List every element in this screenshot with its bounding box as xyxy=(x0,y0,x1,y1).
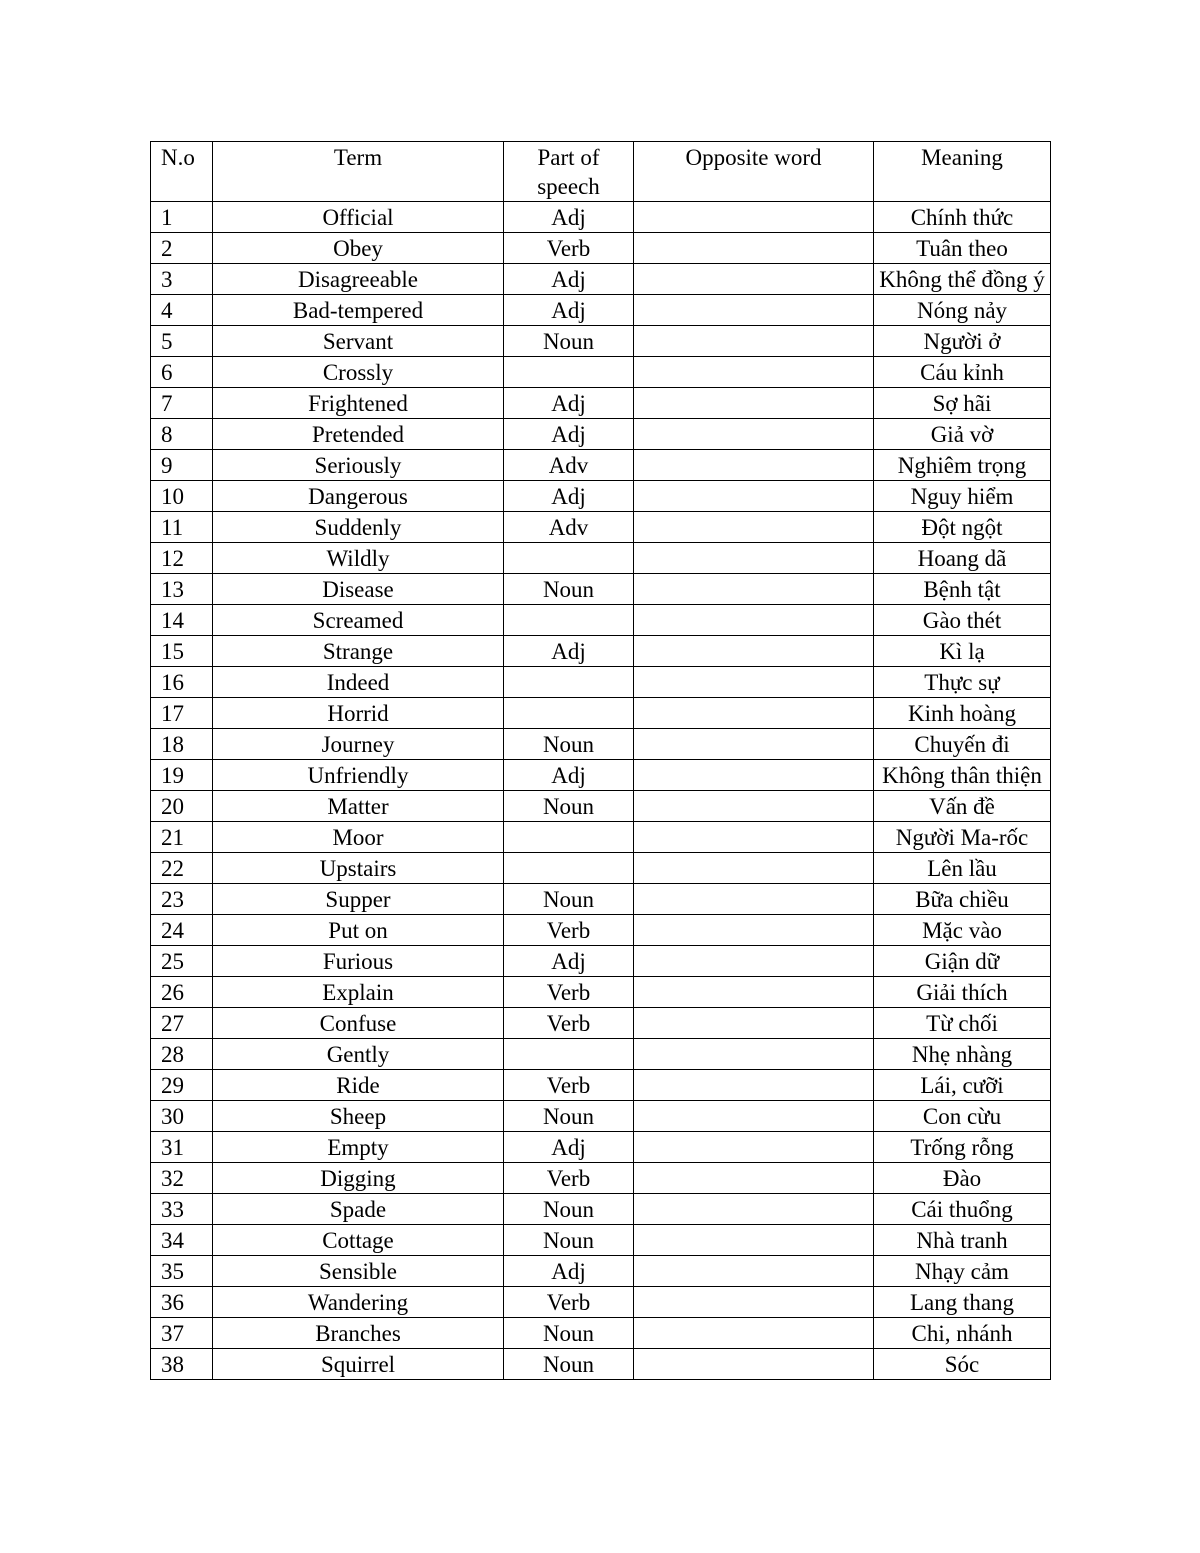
opposite-word-cell xyxy=(634,233,874,264)
term-cell: Sensible xyxy=(213,1256,504,1287)
table-row xyxy=(151,1163,1051,1194)
row-number: 38 xyxy=(151,1349,213,1380)
term-cell: Squirrel xyxy=(213,1349,504,1380)
row-number: 6 xyxy=(151,357,213,388)
table-row xyxy=(151,698,1051,729)
table-row xyxy=(151,1194,1051,1225)
row-number: 18 xyxy=(151,729,213,760)
part-of-speech-cell: Adj xyxy=(504,264,634,295)
row-number: 16 xyxy=(151,667,213,698)
meaning-cell: Giận dữ xyxy=(874,946,1051,977)
part-of-speech-cell xyxy=(504,605,634,636)
table-row xyxy=(151,1256,1051,1287)
term-cell: Ride xyxy=(213,1070,504,1101)
meaning-cell: Nghiêm trọng xyxy=(874,450,1051,481)
opposite-word-cell xyxy=(634,946,874,977)
table-row xyxy=(151,295,1051,326)
table-row xyxy=(151,326,1051,357)
part-of-speech-cell: Adj xyxy=(504,419,634,450)
table-row xyxy=(151,202,1051,233)
opposite-word-cell xyxy=(634,1194,874,1225)
row-number: 33 xyxy=(151,1194,213,1225)
meaning-cell: Chi, nhánh xyxy=(874,1318,1051,1349)
opposite-word-cell xyxy=(634,1101,874,1132)
part-of-speech-cell: Verb xyxy=(504,1008,634,1039)
meaning-cell: Lái, cưỡi xyxy=(874,1070,1051,1101)
opposite-word-cell xyxy=(634,791,874,822)
term-cell: Horrid xyxy=(213,698,504,729)
table-row xyxy=(151,512,1051,543)
part-of-speech-cell: Verb xyxy=(504,1163,634,1194)
opposite-word-cell xyxy=(634,636,874,667)
opposite-word-cell xyxy=(634,574,874,605)
term-cell: Wandering xyxy=(213,1287,504,1318)
term-cell: Servant xyxy=(213,326,504,357)
table-row xyxy=(151,388,1051,419)
row-number: 27 xyxy=(151,1008,213,1039)
row-number: 20 xyxy=(151,791,213,822)
term-cell: Dangerous xyxy=(213,481,504,512)
row-number: 26 xyxy=(151,977,213,1008)
row-number: 34 xyxy=(151,1225,213,1256)
meaning-cell: Chuyến đi xyxy=(874,729,1051,760)
meaning-cell: Bữa chiều xyxy=(874,884,1051,915)
meaning-cell: Giải thích xyxy=(874,977,1051,1008)
row-number: 4 xyxy=(151,295,213,326)
meaning-cell: Bệnh tật xyxy=(874,574,1051,605)
table-row xyxy=(151,357,1051,388)
meaning-cell: Sóc xyxy=(874,1349,1051,1380)
term-cell: Sheep xyxy=(213,1101,504,1132)
table-row xyxy=(151,915,1051,946)
part-of-speech-cell: Noun xyxy=(504,1349,634,1380)
row-number: 13 xyxy=(151,574,213,605)
meaning-cell: Nóng nảy xyxy=(874,295,1051,326)
opposite-word-cell xyxy=(634,326,874,357)
opposite-word-cell xyxy=(634,481,874,512)
opposite-word-cell xyxy=(634,295,874,326)
meaning-cell: Nhà tranh xyxy=(874,1225,1051,1256)
term-cell: Official xyxy=(213,202,504,233)
header-number: N.o xyxy=(151,142,213,202)
row-number: 17 xyxy=(151,698,213,729)
term-cell: Screamed xyxy=(213,605,504,636)
row-number: 19 xyxy=(151,760,213,791)
row-number: 31 xyxy=(151,1132,213,1163)
table-row xyxy=(151,605,1051,636)
row-number: 11 xyxy=(151,512,213,543)
term-cell: Spade xyxy=(213,1194,504,1225)
row-number: 15 xyxy=(151,636,213,667)
table-row xyxy=(151,1132,1051,1163)
row-number: 2 xyxy=(151,233,213,264)
term-cell: Empty xyxy=(213,1132,504,1163)
part-of-speech-cell: Adv xyxy=(504,512,634,543)
table-row xyxy=(151,791,1051,822)
term-cell: Furious xyxy=(213,946,504,977)
term-cell: Obey xyxy=(213,233,504,264)
table-row xyxy=(151,543,1051,574)
table-row xyxy=(151,419,1051,450)
part-of-speech-cell: Verb xyxy=(504,977,634,1008)
row-number: 28 xyxy=(151,1039,213,1070)
part-of-speech-cell: Verb xyxy=(504,1287,634,1318)
term-cell: Suddenly xyxy=(213,512,504,543)
header-term: Term xyxy=(213,142,504,202)
opposite-word-cell xyxy=(634,698,874,729)
vocabulary-table xyxy=(150,141,1051,1380)
row-number: 14 xyxy=(151,605,213,636)
table-row xyxy=(151,822,1051,853)
table-row xyxy=(151,760,1051,791)
meaning-cell: Hoang dã xyxy=(874,543,1051,574)
term-cell: Bad-tempered xyxy=(213,295,504,326)
part-of-speech-cell: Noun xyxy=(504,791,634,822)
table-row xyxy=(151,1039,1051,1070)
table-row xyxy=(151,636,1051,667)
opposite-word-cell xyxy=(634,1132,874,1163)
meaning-cell: Nguy hiểm xyxy=(874,481,1051,512)
part-of-speech-cell xyxy=(504,667,634,698)
term-cell: Gently xyxy=(213,1039,504,1070)
row-number: 3 xyxy=(151,264,213,295)
row-number: 22 xyxy=(151,853,213,884)
term-cell: Branches xyxy=(213,1318,504,1349)
part-of-speech-cell: Adj xyxy=(504,1256,634,1287)
meaning-cell: Trống rỗng xyxy=(874,1132,1051,1163)
row-number: 25 xyxy=(151,946,213,977)
term-cell: Pretended xyxy=(213,419,504,450)
opposite-word-cell xyxy=(634,1318,874,1349)
opposite-word-cell xyxy=(634,1070,874,1101)
opposite-word-cell xyxy=(634,729,874,760)
row-number: 7 xyxy=(151,388,213,419)
meaning-cell: Nhẹ nhàng xyxy=(874,1039,1051,1070)
part-of-speech-cell: Verb xyxy=(504,233,634,264)
part-of-speech-cell: Adj xyxy=(504,388,634,419)
row-number: 36 xyxy=(151,1287,213,1318)
meaning-cell: Mặc vào xyxy=(874,915,1051,946)
row-number: 21 xyxy=(151,822,213,853)
part-of-speech-cell: Noun xyxy=(504,729,634,760)
row-number: 10 xyxy=(151,481,213,512)
table-row xyxy=(151,1225,1051,1256)
term-cell: Supper xyxy=(213,884,504,915)
opposite-word-cell xyxy=(634,357,874,388)
opposite-word-cell xyxy=(634,977,874,1008)
table-row xyxy=(151,1101,1051,1132)
part-of-speech-cell: Noun xyxy=(504,884,634,915)
term-cell: Disease xyxy=(213,574,504,605)
opposite-word-cell xyxy=(634,1225,874,1256)
term-cell: Cottage xyxy=(213,1225,504,1256)
meaning-cell: Cáu kỉnh xyxy=(874,357,1051,388)
row-number: 12 xyxy=(151,543,213,574)
header-meaning: Meaning xyxy=(874,142,1051,202)
part-of-speech-cell: Noun xyxy=(504,326,634,357)
term-cell: Digging xyxy=(213,1163,504,1194)
table-row xyxy=(151,1318,1051,1349)
table-row xyxy=(151,233,1051,264)
table-row xyxy=(151,977,1051,1008)
meaning-cell: Vấn đề xyxy=(874,791,1051,822)
term-cell: Moor xyxy=(213,822,504,853)
part-of-speech-cell: Adj xyxy=(504,481,634,512)
term-cell: Indeed xyxy=(213,667,504,698)
table-row xyxy=(151,1287,1051,1318)
meaning-cell: Chính thức xyxy=(874,202,1051,233)
term-cell: Frightened xyxy=(213,388,504,419)
table-row xyxy=(151,884,1051,915)
opposite-word-cell xyxy=(634,760,874,791)
meaning-cell: Gào thét xyxy=(874,605,1051,636)
row-number: 35 xyxy=(151,1256,213,1287)
meaning-cell: Giả vờ xyxy=(874,419,1051,450)
opposite-word-cell xyxy=(634,450,874,481)
part-of-speech-cell: Noun xyxy=(504,574,634,605)
term-cell: Journey xyxy=(213,729,504,760)
opposite-word-cell xyxy=(634,1287,874,1318)
opposite-word-cell xyxy=(634,915,874,946)
part-of-speech-cell: Noun xyxy=(504,1318,634,1349)
row-number: 5 xyxy=(151,326,213,357)
meaning-cell: Không thể đồng ý xyxy=(874,264,1051,295)
term-cell: Put on xyxy=(213,915,504,946)
part-of-speech-cell xyxy=(504,1039,634,1070)
row-number: 9 xyxy=(151,450,213,481)
meaning-cell: Đào xyxy=(874,1163,1051,1194)
opposite-word-cell xyxy=(634,667,874,698)
table-row xyxy=(151,946,1051,977)
opposite-word-cell xyxy=(634,1008,874,1039)
row-number: 24 xyxy=(151,915,213,946)
header-part-of-speech: Part of speech xyxy=(504,142,634,202)
part-of-speech-cell: Noun xyxy=(504,1101,634,1132)
part-of-speech-cell: Adj xyxy=(504,202,634,233)
meaning-cell: Lang thang xyxy=(874,1287,1051,1318)
meaning-cell: Kì lạ xyxy=(874,636,1051,667)
part-of-speech-cell: Verb xyxy=(504,1070,634,1101)
part-of-speech-cell xyxy=(504,357,634,388)
row-number: 32 xyxy=(151,1163,213,1194)
table-row xyxy=(151,853,1051,884)
row-number: 1 xyxy=(151,202,213,233)
meaning-cell: Người ở xyxy=(874,326,1051,357)
part-of-speech-cell: Adj xyxy=(504,946,634,977)
meaning-cell: Nhạy cảm xyxy=(874,1256,1051,1287)
opposite-word-cell xyxy=(634,853,874,884)
table-row xyxy=(151,1070,1051,1101)
part-of-speech-cell: Adj xyxy=(504,636,634,667)
opposite-word-cell xyxy=(634,264,874,295)
part-of-speech-cell: Noun xyxy=(504,1225,634,1256)
meaning-cell: Đột ngột xyxy=(874,512,1051,543)
opposite-word-cell xyxy=(634,884,874,915)
part-of-speech-cell: Verb xyxy=(504,915,634,946)
term-cell: Unfriendly xyxy=(213,760,504,791)
part-of-speech-cell xyxy=(504,822,634,853)
term-cell: Confuse xyxy=(213,1008,504,1039)
table-header-row xyxy=(151,142,1051,202)
part-of-speech-cell: Adj xyxy=(504,760,634,791)
row-number: 23 xyxy=(151,884,213,915)
part-of-speech-cell xyxy=(504,853,634,884)
part-of-speech-cell: Adj xyxy=(504,1132,634,1163)
row-number: 8 xyxy=(151,419,213,450)
header-opposite-word: Opposite word xyxy=(634,142,874,202)
meaning-cell: Từ chối xyxy=(874,1008,1051,1039)
table-row xyxy=(151,1349,1051,1380)
part-of-speech-cell xyxy=(504,698,634,729)
table-row xyxy=(151,1008,1051,1039)
opposite-word-cell xyxy=(634,419,874,450)
term-cell: Disagreeable xyxy=(213,264,504,295)
opposite-word-cell xyxy=(634,1163,874,1194)
meaning-cell: Con cừu xyxy=(874,1101,1051,1132)
table-row xyxy=(151,667,1051,698)
term-cell: Crossly xyxy=(213,357,504,388)
opposite-word-cell xyxy=(634,543,874,574)
meaning-cell: Người Ma-rốc xyxy=(874,822,1051,853)
opposite-word-cell xyxy=(634,202,874,233)
meaning-cell: Kinh hoàng xyxy=(874,698,1051,729)
part-of-speech-cell: Noun xyxy=(504,1194,634,1225)
opposite-word-cell xyxy=(634,1256,874,1287)
opposite-word-cell xyxy=(634,388,874,419)
term-cell: Upstairs xyxy=(213,853,504,884)
term-cell: Matter xyxy=(213,791,504,822)
meaning-cell: Thực sự xyxy=(874,667,1051,698)
row-number: 29 xyxy=(151,1070,213,1101)
table-row xyxy=(151,264,1051,295)
term-cell: Wildly xyxy=(213,543,504,574)
part-of-speech-cell: Adj xyxy=(504,295,634,326)
opposite-word-cell xyxy=(634,605,874,636)
table-row xyxy=(151,450,1051,481)
part-of-speech-cell xyxy=(504,543,634,574)
meaning-cell: Tuân theo xyxy=(874,233,1051,264)
meaning-cell: Sợ hãi xyxy=(874,388,1051,419)
table-body xyxy=(151,202,1051,1380)
opposite-word-cell xyxy=(634,1349,874,1380)
opposite-word-cell xyxy=(634,1039,874,1070)
opposite-word-cell xyxy=(634,822,874,853)
table-row xyxy=(151,481,1051,512)
table-row xyxy=(151,729,1051,760)
part-of-speech-cell: Adv xyxy=(504,450,634,481)
row-number: 30 xyxy=(151,1101,213,1132)
meaning-cell: Không thân thiện xyxy=(874,760,1051,791)
table-row xyxy=(151,574,1051,605)
term-cell: Strange xyxy=(213,636,504,667)
meaning-cell: Cái thuổng xyxy=(874,1194,1051,1225)
row-number: 37 xyxy=(151,1318,213,1349)
meaning-cell: Lên lầu xyxy=(874,853,1051,884)
opposite-word-cell xyxy=(634,512,874,543)
term-cell: Seriously xyxy=(213,450,504,481)
term-cell: Explain xyxy=(213,977,504,1008)
